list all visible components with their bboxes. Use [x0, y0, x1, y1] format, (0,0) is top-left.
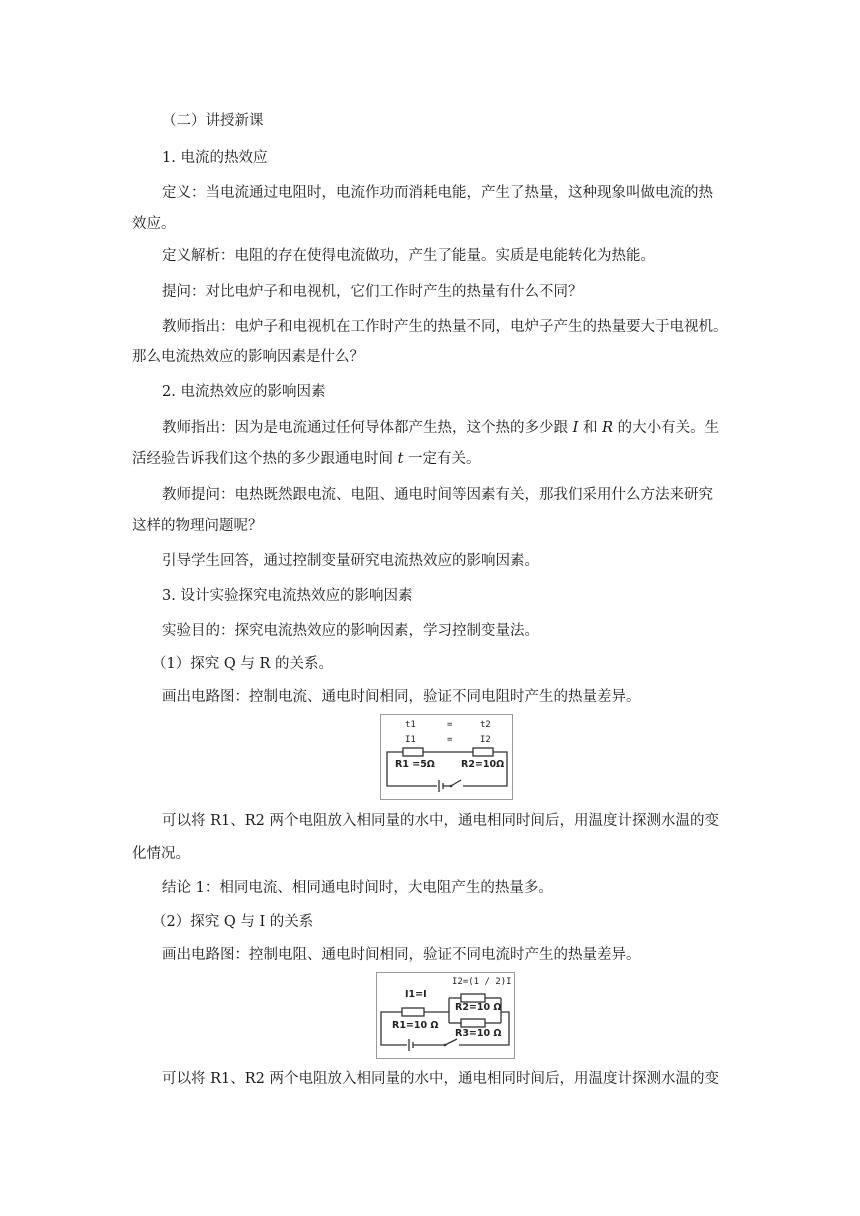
paragraph-draw-circuit-2: 画出电路图：控制电阻、通电时间相同，验证不同电流时产生的热量差异。 — [162, 947, 641, 963]
label-i1: I1 — [405, 735, 416, 745]
text-segment: 和 — [578, 420, 603, 436]
paragraph-factors-line1 — [162, 418, 732, 438]
subsection-heading-1: 1. 电流的热效应 — [162, 150, 268, 166]
section-heading: （二）讲授新课 — [162, 113, 264, 129]
paragraph-question: 提问：对比电炉子和电视机，它们工作时产生的热量有什么不同？ — [162, 284, 583, 300]
label-r1: R1=10 Ω — [392, 1020, 439, 1031]
paragraph-draw-circuit-1: 画出电路图：控制电流、通电时间相同，验证不同电阻时产生的热量差异。 — [162, 689, 641, 705]
subsection-heading-2: 2. 电流热效应的影响因素 — [162, 384, 326, 400]
item-heading-q-r: （1）探究 Q 与 R 的关系。 — [152, 656, 333, 672]
resistor-r2 — [473, 748, 493, 756]
paragraph-definition-analysis: 定义解析：电阻的存在使得电流做功，产生了能量。实质是电能转化为热能。 — [162, 248, 655, 264]
subsection-heading-3: 3. 设计实验探究电流热效应的影响因素 — [162, 588, 413, 604]
switch-contact — [450, 785, 453, 788]
label-t1: t1 — [405, 720, 416, 730]
label-equals-t: = — [447, 720, 453, 730]
paragraph-definition-line2: 效应。 — [132, 216, 176, 232]
paragraph-teacher-question-line2: 这样的物理问题呢？ — [132, 518, 263, 534]
text-segment: 的大小有关。生 — [612, 420, 720, 436]
label-equals-i: = — [447, 735, 453, 745]
paragraph-conclusion-1: 结论 1：相同电流、相同通电时间时，大电阻产生的热量多。 — [162, 880, 553, 896]
label-i2: I2 — [480, 735, 491, 745]
item-heading-q-i: （2）探究 Q 与 I 的关系 — [152, 914, 314, 930]
paragraph-teacher-note-line1: 教师指出：电炉子和电视机在工作时产生的热量不同，电炉子产生的热量要大于电视机。 — [162, 319, 728, 335]
paragraph-definition-line1: 定义：当电流通过电阻时，电流作功而消耗电能，产生了热量，这种现象叫做电流的热 — [162, 185, 713, 201]
switch-lever — [451, 780, 461, 786]
resistor-r1 — [403, 748, 423, 756]
label-i2-half: I2=(1 / 2)I — [452, 977, 512, 987]
text-segment: 教师指出：因为是电流通过任何导体都产生热，这个热的多少跟 — [162, 420, 573, 436]
symbol-time: t — [397, 451, 404, 467]
label-r2: R2=10 Ω — [455, 1002, 502, 1013]
label-t2: t2 — [480, 720, 491, 730]
paragraph-teacher-question-line1: 教师提问：电热既然跟电流、电阻、通电时间等因素有关，那我们采用什么方法来研究 — [162, 487, 713, 503]
label-i1: I1=I — [405, 989, 427, 1000]
label-r1: R1 =5Ω — [395, 759, 435, 770]
text-segment: 活经验告诉我们这个热的多少跟通电时间 — [132, 451, 398, 467]
resistor-r1 — [402, 1008, 424, 1016]
symbol-resistance: R — [602, 420, 613, 436]
paragraph-method-1-line2: 化情况。 — [132, 846, 190, 862]
circuit-diagram-parallel — [376, 972, 515, 1059]
paragraph-teacher-note-line2: 那么电流热效应的影响因素是什么？ — [132, 349, 364, 365]
text-segment: 一定有关。 — [403, 451, 481, 467]
resistor-r3 — [461, 1019, 485, 1027]
circuit-diagram-series-svg — [381, 715, 512, 799]
paragraph-experiment-purpose: 实验目的：探究电流热效应的影响因素，学习控制变量法。 — [162, 623, 539, 639]
switch-contact — [444, 1044, 447, 1047]
paragraph-factors-line2 — [132, 449, 732, 469]
circuit-diagram-series — [380, 714, 513, 800]
symbol-current: I — [572, 420, 579, 436]
resistor-r2 — [461, 994, 485, 1002]
paragraph-method-1-line1: 可以将 R1、R2 两个电阻放入相同量的水中，通电相同时间后，用温度计探测水温的变 — [162, 813, 720, 829]
switch-lever — [445, 1039, 457, 1045]
circuit-diagram-parallel-svg — [377, 973, 514, 1058]
paragraph-method-2-line1: 可以将 R1、R2 两个电阻放入相同量的水中，通电相同时间后，用温度计探测水温的变 — [162, 1071, 720, 1087]
label-r2: R2=10Ω — [461, 759, 505, 770]
label-r3: R3=10 Ω — [455, 1028, 502, 1039]
paragraph-guide-students: 引导学生回答，通过控制变量研究电流热效应的影响因素。 — [162, 553, 539, 569]
